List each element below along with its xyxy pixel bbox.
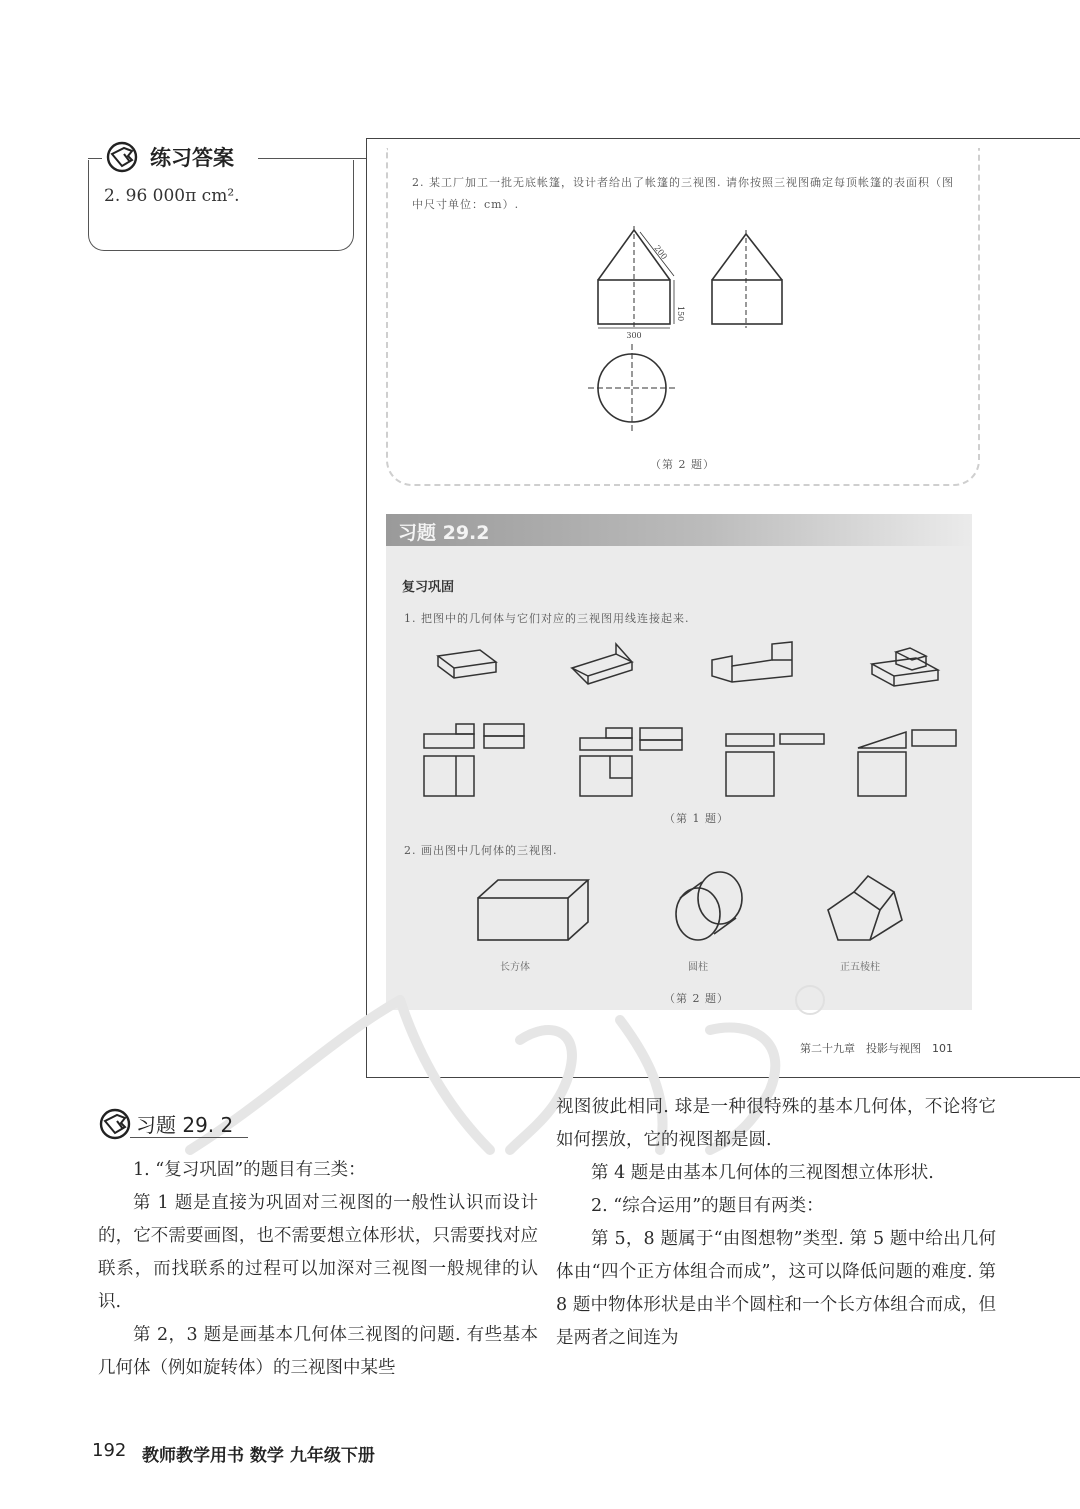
textbook-footer: 第二十九章 投影与视图 101 bbox=[800, 1042, 953, 1055]
label-cylinder: 圆柱 bbox=[688, 962, 708, 973]
page-number: 192 bbox=[92, 1440, 127, 1461]
right-para-3: 2. “综合运用”的题目有两类： bbox=[591, 1196, 824, 1216]
right-para-4: 第 5，8 题属于“由图想物”类型. 第 5 题中给出几何体由“四个正方体组合而成”，这可以降低问题的难度. 第 8 题中物体形状是由半个圆柱和一个长方体组合而成，但是两者之间连为 bbox=[556, 1229, 996, 1348]
left-para-1: 1. “复习巩固”的题目有三类： bbox=[133, 1160, 366, 1180]
right-para-1: 视图彼此相同. 球是一种很特殊的基本几何体，不论将它如何摆放，它的视图都是圆. bbox=[556, 1097, 996, 1150]
textbook-question-2: 2. 某工厂加工一批无底帐篷，设计者给出了帐篷的三视图. 请你按照三视图确定每顶帐篷的表面积（图中尺寸单位：cm）. bbox=[412, 176, 954, 211]
ex1-caption: （第 1 题） bbox=[664, 812, 729, 825]
left-para-3: 第 2，3 题是画基本几何体三视图的问题. 有些基本几何体（例如旋转体）的三视图中某些 bbox=[98, 1325, 538, 1378]
review-title: 复习巩固 bbox=[402, 580, 455, 595]
answer-text: 2. 96 000π cm². bbox=[104, 186, 240, 206]
exercise-1-solids bbox=[420, 630, 960, 700]
book-title: 教师教学用书 数学 九年级下册 bbox=[142, 1446, 375, 1466]
exercise-2-solids bbox=[470, 870, 930, 950]
dim-height: 150 bbox=[676, 306, 685, 322]
dim-slant: 200 bbox=[652, 243, 669, 262]
textbook-exercise-header bbox=[386, 514, 972, 546]
fig2-caption: （第 2 题） bbox=[650, 458, 715, 471]
section-heading-text: 习题 29. 2 bbox=[136, 1113, 234, 1137]
exercise-1-text: 1. 把图中的几何体与它们对应的三视图用线连接起来. bbox=[404, 612, 690, 625]
section-heading bbox=[96, 1104, 266, 1144]
exercise-1-three-views bbox=[420, 722, 960, 802]
pen-hand-icon bbox=[102, 136, 146, 176]
label-pentagonal-prism: 正五棱柱 bbox=[840, 962, 880, 973]
tent-three-views bbox=[560, 222, 820, 462]
answer-heading bbox=[98, 136, 358, 176]
ex2-caption: （第 2 题） bbox=[664, 992, 729, 1005]
textbook-exercise-title: 习题 29.2 bbox=[398, 522, 490, 544]
right-para-2: 第 4 题是由基本几何体的三视图想立体形状. bbox=[591, 1163, 934, 1183]
label-cuboid: 长方体 bbox=[500, 962, 530, 973]
left-column bbox=[98, 1154, 538, 1385]
left-para-2: 第 1 题是直接为巩固对三视图的一般性认识而设计的，它不需要画图，也不需要想立体形状，只需要找对应联系，而找联系的过程可以加深对三视图一般规律的认识. bbox=[98, 1193, 538, 1312]
exercise-2-text: 2. 画出图中几何体的三视图. bbox=[404, 844, 558, 857]
right-column bbox=[556, 1091, 996, 1355]
dim-width: 300 bbox=[626, 331, 642, 340]
answer-heading-text: 练习答案 bbox=[150, 146, 234, 170]
